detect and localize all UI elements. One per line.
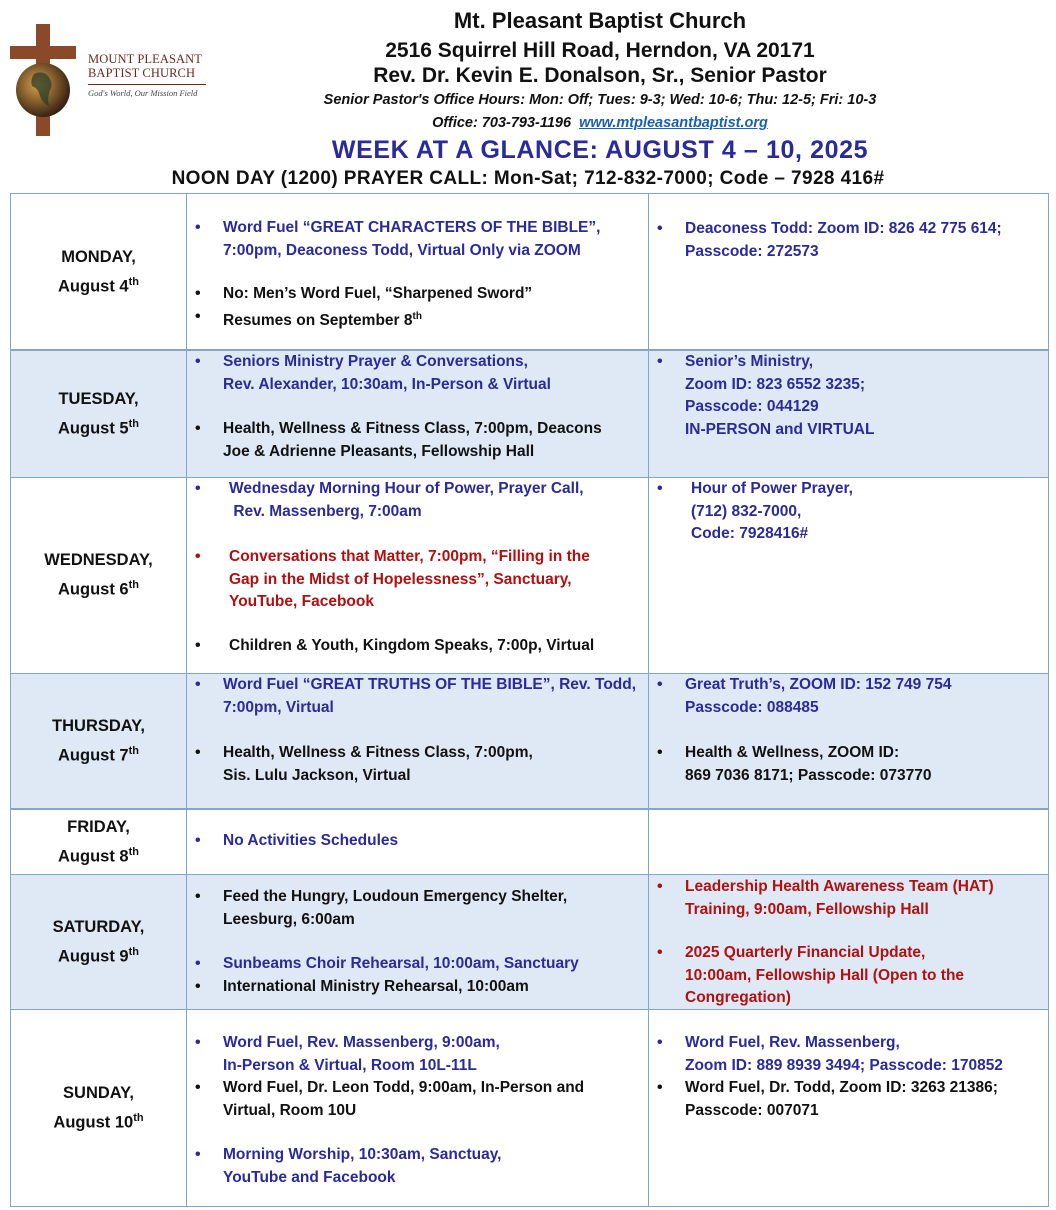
activity-list [187, 886, 648, 931]
zoom-info-cell [649, 1010, 1048, 1206]
activity-list [187, 674, 648, 719]
row-saturday [11, 874, 1048, 1009]
day-name: THURSDAY, [52, 716, 145, 735]
row-wednesday [11, 477, 1048, 673]
day-date: August 7th [58, 744, 139, 765]
list-item: • Senior’s Ministry, Zoom ID: 823 6552 3235; Passcode: 044129 IN-PERSON and VIRTUAL [649, 351, 1048, 441]
list-item: • Morning Worship, 10:30am, Sanctuay, YouTube and Facebook [187, 1144, 648, 1189]
activity-list [187, 478, 648, 523]
activity-list [187, 283, 648, 332]
list-item: • Word Fuel, Rev. Massenberg, 9:00am, In-Person & Virtual, Room 10L-11L [187, 1032, 648, 1077]
list-item: • Sunbeams Choir Rehearsal, 10:00am, Sanctuary [187, 953, 648, 976]
cross-globe-icon [8, 22, 88, 140]
activity-list [187, 418, 648, 463]
list-item: • Word Fuel, Dr. Todd, Zoom ID: 3263 21386; Passcode: 007071 [649, 1077, 1048, 1122]
zoom-info-list [649, 876, 1048, 921]
row-monday [11, 193, 1048, 350]
activities-cell [187, 1010, 649, 1206]
list-item: • Deaconess Todd: Zoom ID: 826 42 775 614; Passcode: 272573 [649, 218, 1048, 263]
day-name: MONDAY, [61, 247, 136, 266]
activity-list [187, 1144, 648, 1189]
list-item: • No: Men’s Word Fuel, “Sharpened Sword” [187, 283, 648, 306]
day-name: TUESDAY, [58, 389, 139, 408]
office-hours: Senior Pastor's Office Hours: Mon: Off; Tues: 9-3; Wed: 10-6; Thu: 12-5; Fri: 10-3 [323, 92, 877, 108]
day-name: WEDNESDAY, [44, 551, 153, 570]
day-name: SATURDAY, [52, 917, 145, 936]
list-item: • 2025 Quarterly Financial Update, 10:00am, Fellowship Hall (Open to the Congregation) [649, 942, 1048, 1010]
row-friday [11, 808, 1048, 874]
activities-cell [187, 351, 649, 477]
logo-line-1: MOUNT PLEASANT [88, 52, 203, 66]
list-item: • Conversations that Matter, 7:00pm, “Filling in the Gap in the Midst of Hopelessness”, Sanctuary, YouTube, Facebook [187, 546, 648, 614]
row-tuesday [11, 349, 1048, 477]
day-date: August 10th [53, 1111, 144, 1132]
activity-list [187, 217, 648, 262]
office-phone: Office: 703-793-1196 [432, 115, 572, 131]
row-sunday [11, 1009, 1048, 1206]
logo-tagline: God's World, Our Mission Field [88, 88, 198, 98]
zoom-info-list [649, 674, 1048, 719]
list-item: • Word Fuel “GREAT CHARACTERS OF THE BIBLE”, 7:00pm, Deaconess Todd, Virtual Only via ZOOM [187, 217, 648, 262]
schedule-table [10, 193, 1049, 1207]
list-item: • Hour of Power Prayer, (712) 832-7000, Code: 7928416# [649, 478, 1048, 546]
day-name: FRIDAY, [67, 817, 130, 836]
activity-list [187, 351, 648, 396]
list-item: • Feed the Hungry, Loudoun Emergency Shelter, Leesburg, 6:00am [187, 886, 648, 931]
day-date: August 9th [58, 945, 139, 966]
activities-cell [187, 194, 649, 350]
day-date: August 6th [58, 579, 139, 599]
list-item: • Health, Wellness & Fitness Class, 7:00pm, Sis. Lulu Jackson, Virtual [187, 742, 648, 787]
list-item: • Great Truth’s, ZOOM ID: 152 749 754 Passcode: 088485 [649, 674, 1048, 719]
day-name: SUNDAY, [63, 1083, 134, 1102]
activity-list [187, 953, 648, 998]
zoom-info-list [649, 351, 1048, 441]
logo-line-2: BAPTIST CHURCH [88, 66, 196, 80]
day-cell [11, 351, 187, 477]
day-cell [11, 674, 187, 808]
zoom-info-cell [649, 810, 1048, 874]
activity-list [187, 830, 648, 853]
activities-cell [187, 478, 649, 673]
zoom-info-list [649, 942, 1048, 1010]
day-cell [11, 194, 187, 350]
day-date: August 5th [58, 417, 139, 438]
zoom-info-list [649, 1032, 1048, 1122]
list-item: • Word Fuel “GREAT TRUTHS OF THE BIBLE”, Rev. Todd, 7:00pm, Virtual [187, 674, 648, 719]
week-title: WEEK AT A GLANCE: AUGUST 4 – 10, 2025 [331, 136, 869, 164]
zoom-info-cell [649, 875, 1048, 1009]
website-link[interactable]: www.mtpleasantbaptist.org [579, 115, 768, 131]
day-cell [11, 810, 187, 874]
day-date: August 8th [58, 845, 139, 866]
list-item: • International Ministry Rehearsal, 10:00am [187, 976, 648, 999]
zoom-info-cell [649, 351, 1048, 477]
office-line [150, 115, 1050, 131]
zoom-info-list [649, 218, 1048, 263]
list-item: • Children & Youth, Kingdom Speaks, 7:00p, Virtual [187, 635, 648, 658]
activities-cell [187, 674, 649, 808]
church-address: 2516 Squirrel Hill Road, Herndon, VA 20171 [385, 39, 815, 62]
list-item: • No Activities Schedules [187, 830, 648, 853]
activity-list [187, 635, 648, 658]
day-cell [11, 478, 187, 673]
zoom-info-cell [649, 478, 1048, 673]
zoom-info-list [649, 742, 1048, 787]
list-item: • Leadership Health Awareness Team (HAT) Training, 9:00am, Fellowship Hall [649, 876, 1048, 921]
church-name: Mt. Pleasant Baptist Church [453, 8, 747, 33]
zoom-info-cell [649, 194, 1048, 350]
list-item: • Health, Wellness & Fitness Class, 7:00pm, Deacons Joe & Adrienne Pleasants, Fellowship Hall [187, 418, 648, 463]
list-item: • Word Fuel, Rev. Massenberg, Zoom ID: 889 8939 3494; Passcode: 170852 [649, 1032, 1048, 1077]
day-cell [11, 1010, 187, 1206]
zoom-info-list [649, 478, 1048, 546]
day-date: August 4th [58, 275, 139, 296]
list-item: • Resumes on September 8th [187, 306, 648, 333]
day-cell [11, 875, 187, 1009]
activity-list [187, 742, 648, 787]
list-item: • Health & Wellness, ZOOM ID: 869 7036 8171; Passcode: 073770 [649, 742, 1048, 787]
senior-pastor: Rev. Dr. Kevin E. Donalson, Sr., Senior Pastor [373, 64, 827, 87]
list-item: • Word Fuel, Dr. Leon Todd, 9:00am, In-Person and Virtual, Room 10U [187, 1077, 648, 1122]
row-thursday [11, 673, 1048, 808]
list-item: • Seniors Ministry Prayer & Conversations, Rev. Alexander, 10:30am, In-Person & Virtual [187, 351, 648, 396]
activities-cell [187, 810, 649, 874]
zoom-info-cell [649, 674, 1048, 808]
list-item: • Wednesday Morning Hour of Power, Prayer Call, Rev. Massenberg, 7:00am [187, 478, 648, 523]
activities-cell [187, 875, 649, 1009]
activity-list [187, 546, 648, 614]
noon-prayer-call: NOON DAY (1200) PRAYER CALL: Mon-Sat; 712-832-7000; Code – 7928 416# [171, 168, 885, 189]
activity-list [187, 1032, 648, 1122]
